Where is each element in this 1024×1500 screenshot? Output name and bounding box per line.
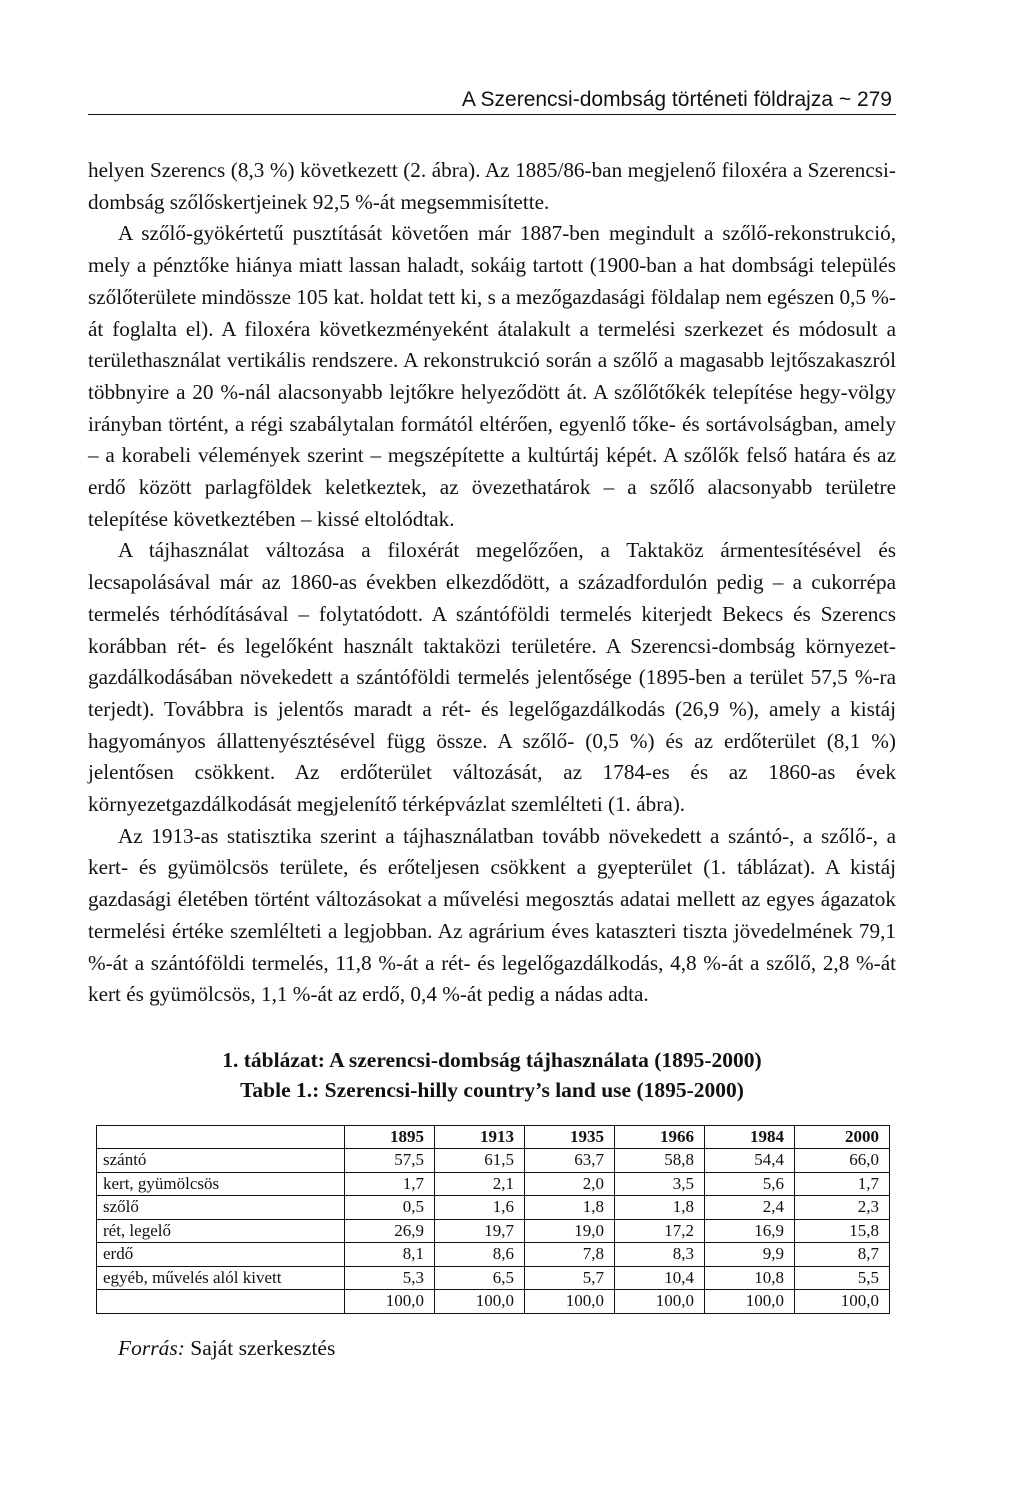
table-cell: 58,8	[615, 1149, 705, 1173]
table-cell: 6,5	[435, 1266, 525, 1290]
table-cell: 3,5	[615, 1172, 705, 1196]
table-header-row	[97, 1125, 890, 1149]
table-cell: 7,8	[525, 1243, 615, 1267]
table-cell: 9,9	[705, 1243, 795, 1267]
table-row	[97, 1172, 890, 1196]
table-cell: 0,5	[345, 1196, 435, 1220]
table-title-en: Table 1.: Szerencsi-hilly country’s land use (1895-2000)	[240, 1077, 744, 1102]
table-cell: 2,1	[435, 1172, 525, 1196]
table-cell: 54,4	[705, 1149, 795, 1173]
table-row	[97, 1243, 890, 1267]
paragraph: A szőlő-gyökértetű pusztítását követően már 1887-ben megindult a szőlő-rekonstrukció, mely a pénztőke hiánya miatt lassan haladt, sokáig tartott (1900-ban a hat dombsági település szőlőterülete mindössze 105 kat. holdat tett ki, s a mezőgazdasági földalap nem egészen 0,5 %-át foglalta el). A filoxéra következményeként átalakult a termelési szerkezet és módosult a területhasználat vertikális rendszere. A rekonstrukció során a szőlő a magasabb lejtőszakaszról többnyire a 20 %-nál alacsonyabb lejtőkre helyeződött át. A szőlőtőkék telepítése hegy-völgy irányban történt, a régi szabálytalan formától eltérően, egyenlő tőke- és sortávolságban, amely – a korabeli vélemények szerint – megszépítette a kultúrtáj képét. A szőlők felső határa és az erdő között parlagföldek keletkeztek, az övezethatárok – a szőlő alacsonyabb területre telepítése következtében – kissé eltolódtak.	[88, 221, 896, 531]
table-cell: 100,0	[615, 1290, 705, 1314]
table-row	[97, 1266, 890, 1290]
table-title-hu: 1. táblázat: A szerencsi-dombság tájhasználata (1895-2000)	[222, 1047, 762, 1072]
table-cell: 26,9	[345, 1219, 435, 1243]
row-label: egyéb, művelés alól kivett	[97, 1266, 345, 1290]
table-cell: 19,7	[435, 1219, 525, 1243]
table-cell: 1,7	[795, 1172, 890, 1196]
paragraph: Az 1913-as statisztika szerint a tájhasználatban tovább növekedett a szántó-, a szőlő-, a kert- és gyümölcsös területe, és erőteljesen csökkent a gyepterület (1. táblázat). A kistáj gazdasági életében történt változásokat a művelési megosztás adatai mellett az egyes ágazatok termelési értéke szemlélteti a legjobban. Az agrárium éves kataszteri tiszta jövedelmének 79,1 %-át a szántóföldi termelés, 11,8 %-át a rét- és legelőgazdálkodás, 4,8 %-át a szőlő, 2,8 %-át kert és gyümölcsös, 1,1 %-át az erdő, 0,4 %-át pedig a nádas adta.	[88, 823, 896, 1007]
body-text	[88, 155, 896, 1011]
table-cell: 10,4	[615, 1266, 705, 1290]
row-label: szántó	[97, 1149, 345, 1173]
year-header: 1966	[615, 1125, 705, 1149]
year-header: 1913	[435, 1125, 525, 1149]
table-cell: 5,6	[705, 1172, 795, 1196]
row-label: erdő	[97, 1243, 345, 1267]
table-cell: 10,8	[705, 1266, 795, 1290]
row-label: rét, legelő	[97, 1219, 345, 1243]
table-cell: 100,0	[795, 1290, 890, 1314]
table-source	[118, 1336, 896, 1361]
table-cell: 66,0	[795, 1149, 890, 1173]
table-cell: 1,8	[525, 1196, 615, 1220]
document-page	[88, 84, 896, 1361]
table-cell: 8,1	[345, 1243, 435, 1267]
running-header: A Szerencsi-dombság történeti földrajza ~ 279	[88, 84, 896, 115]
table-cell: 57,5	[345, 1149, 435, 1173]
table-cell: 15,8	[795, 1219, 890, 1243]
table-cell: 8,3	[615, 1243, 705, 1267]
table-cell: 100,0	[525, 1290, 615, 1314]
table-total-row	[97, 1290, 890, 1314]
source-label: Forrás:	[118, 1335, 185, 1360]
table-cell: 61,5	[435, 1149, 525, 1173]
table-cell: 1,8	[615, 1196, 705, 1220]
table-cell: 8,7	[795, 1243, 890, 1267]
year-header: 1935	[525, 1125, 615, 1149]
table-cell: 100,0	[435, 1290, 525, 1314]
table-cell: 8,6	[435, 1243, 525, 1267]
table-caption	[88, 1045, 896, 1105]
table-cell: 5,3	[345, 1266, 435, 1290]
table-cell: 2,4	[705, 1196, 795, 1220]
year-header: 1984	[705, 1125, 795, 1149]
year-header: 2000	[795, 1125, 890, 1149]
table-cell: 2,3	[795, 1196, 890, 1220]
table-cell: 17,2	[615, 1219, 705, 1243]
row-label: szőlő	[97, 1196, 345, 1220]
table-row	[97, 1196, 890, 1220]
corner-cell	[97, 1125, 345, 1149]
table-cell: 63,7	[525, 1149, 615, 1173]
land-use-table	[96, 1125, 890, 1314]
table-cell: 1,6	[435, 1196, 525, 1220]
source-text: Saját szerkesztés	[184, 1335, 336, 1360]
table-cell: 19,0	[525, 1219, 615, 1243]
table-cell: 5,7	[525, 1266, 615, 1290]
table-cell: 100,0	[345, 1290, 435, 1314]
row-label: kert, gyümölcsös	[97, 1172, 345, 1196]
year-header: 1895	[345, 1125, 435, 1149]
table-cell: 2,0	[525, 1172, 615, 1196]
row-label	[97, 1290, 345, 1314]
table-cell: 100,0	[705, 1290, 795, 1314]
paragraph: A tájhasználat változása a filoxérát megelőzően, a Taktaköz ármentesítésével és lecsapolásával már az 1860-as években elkezdődött, a századfordulón pedig – a cukorrépa termelés térhódításával – folytatódott. A szántóföldi termelés kiterjedt Bekecs és Szerencs korábban rét- és legelőként használt taktaközi területére. A Szerencsi-dombság környezet-gazdálkodásában növekedett a szántóföldi termelés jelentősége (1895-ben a terület 57,5 %-ra terjedt). Továbbra is jelentős maradt a rét- és legelőgazdálkodás (26,9 %), amely a kistáj hagyományos állattenyésztésével függ össze. A szőlő- (0,5 %) és az erdőterület (8,1 %) jelentősen csökkent. Az erdőterület változását, az 1784-es és az 1860-as évek környezetgazdálkodását megjelenítő térképvázlat szemlélteti (1. ábra).	[88, 538, 896, 817]
table-cell: 5,5	[795, 1266, 890, 1290]
paragraph: helyen Szerencs (8,3 %) következett (2. ábra). Az 1885/86-ban megjelenő filoxéra a Szerencsi-dombság szőlőskertjeinek 92,5 %-át megsemmisítette.	[88, 158, 896, 214]
table-cell: 16,9	[705, 1219, 795, 1243]
table-row	[97, 1219, 890, 1243]
table-cell: 1,7	[345, 1172, 435, 1196]
table-row	[97, 1149, 890, 1173]
